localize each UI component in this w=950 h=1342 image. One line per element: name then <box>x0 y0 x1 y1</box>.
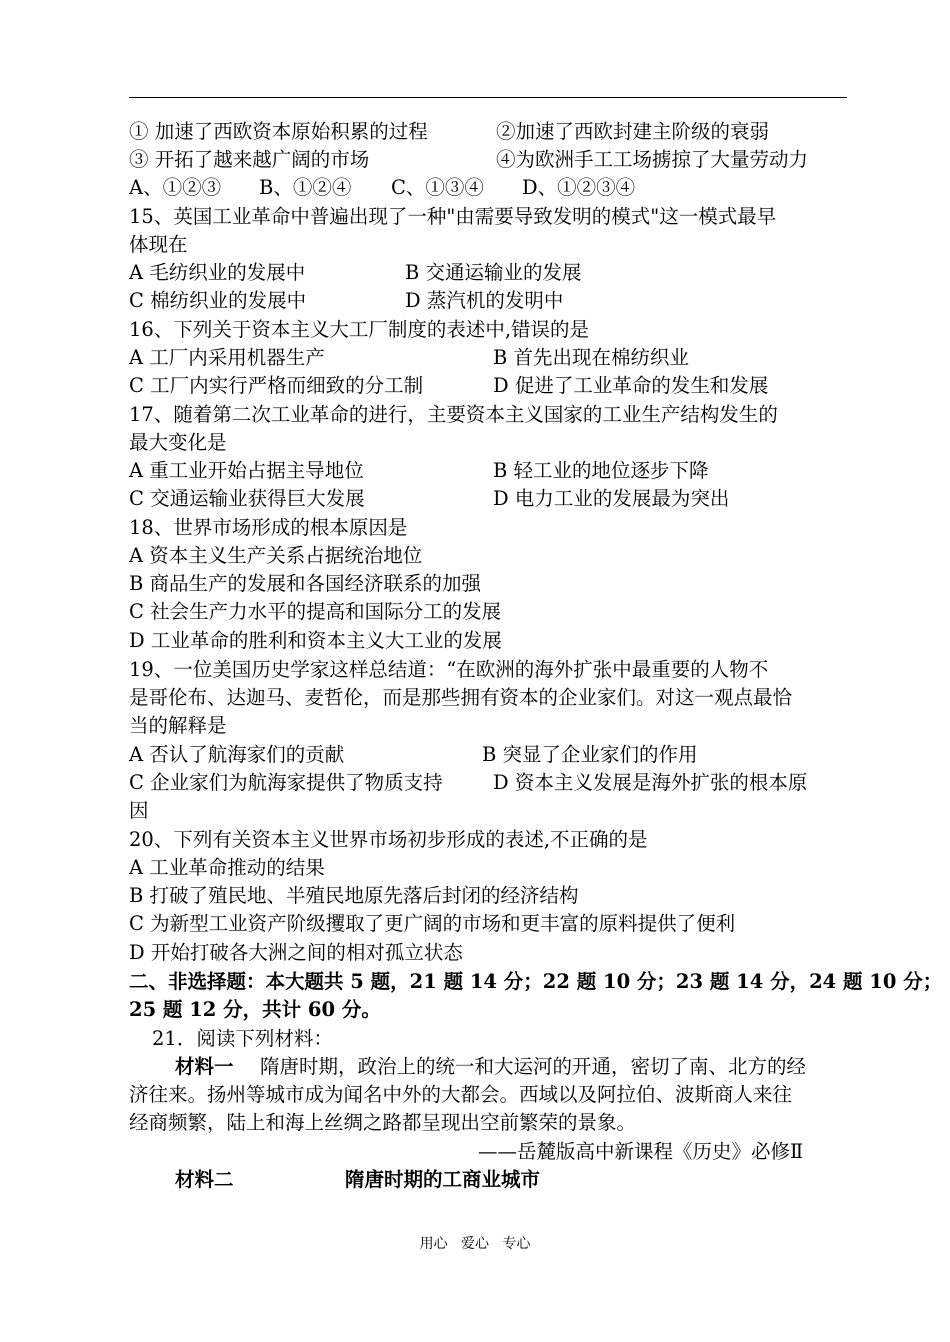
q16-stem: 16、下列关于资本主义大工厂制度的表述中,错误的是 <box>129 318 590 341</box>
q21-material1-label: 材料一 <box>175 1055 234 1078</box>
section2-heading-line1: 二、非选择题：本大题共 5 题，21 题 14 分；22 题 10 分；23 题 14 分，24 题 10 分； <box>129 970 943 993</box>
q16-option-b: B 首先出现在棉纺织业 <box>493 346 690 369</box>
q20-option-c: C 为新型工业资产阶级攫取了更广阔的市场和更丰富的原料提供了便利 <box>129 912 736 935</box>
q14-choice-b: B、①②④ <box>259 176 352 199</box>
q21-material1-line2: 济往来。扬州等城市成为闻名中外的大都会。西域以及阿拉伯、波斯商人来往 <box>129 1083 793 1106</box>
q17-stem-line2: 最大变化是 <box>129 431 227 454</box>
q17-stem-line1: 17、随着第二次工业革命的进行，主要资本主义国家的工业生产结构发生的 <box>129 403 778 426</box>
q21-material1-line1: 隋唐时期，政治上的统一和大运河的开通，密切了南、北方的经 <box>260 1055 807 1078</box>
q14-choice-a: A、①②③ <box>129 176 222 199</box>
q15-stem-line1: 15、英国工业革命中普遍出现了一种"由需要导致发明的模式"这一模式最早 <box>129 205 777 228</box>
q14-option-2: ②加速了西欧封建主阶级的衰弱 <box>496 120 770 143</box>
q15-option-b: B 交通运输业的发展 <box>405 261 582 284</box>
q19-option-c: C 企业家们为航海家提供了物质支持 <box>129 771 443 794</box>
q20-option-b: B 打破了殖民地、半殖民地原先落后封闭的经济结构 <box>129 884 579 907</box>
q19-stem-line2: 是哥伦布、达迦马、麦哲伦，而是那些拥有资本的企业家们。对这一观点最恰 <box>129 686 793 709</box>
q21-material1-line3: 经商频繁，陆上和海上丝绸之路都呈现出空前繁荣的景象。 <box>129 1111 637 1134</box>
q18-option-d: D 工业革命的胜利和资本主义大工业的发展 <box>129 629 502 652</box>
q21-material2-title: 隋唐时期的工商业城市 <box>345 1168 541 1191</box>
q20-option-a: A 工业革命推动的结果 <box>129 856 325 879</box>
q14-option-3: ③ 开拓了越来越广阔的市场 <box>129 148 370 171</box>
q19-stem-line3: 当的解释是 <box>129 714 227 737</box>
q15-option-d: D 蒸汽机的发明中 <box>405 289 564 312</box>
page-footer: 用心 爱心 专心 <box>419 1236 531 1252</box>
q19-option-d-line1: D 资本主义发展是海外扩张的根本原 <box>493 771 808 794</box>
q14-choice-c: C、①③④ <box>391 176 484 199</box>
q18-option-c: C 社会生产力水平的提高和国际分工的发展 <box>129 600 502 623</box>
q15-option-c: C 棉纺织业的发展中 <box>129 289 307 312</box>
q20-stem: 20、下列有关资本主义世界市场初步形成的表述,不正确的是 <box>129 828 648 851</box>
q18-stem: 18、世界市场形成的根本原因是 <box>129 516 408 539</box>
q19-option-a: A 否认了航海家们的贡献 <box>129 743 345 766</box>
q18-option-b: B 商品生产的发展和各国经济联系的加强 <box>129 572 482 595</box>
header-rule <box>129 97 847 98</box>
q14-choice-d: D、①②③④ <box>522 176 636 199</box>
q19-stem-line1: 19、一位美国历史学家这样总结道：“在欧洲的海外扩张中最重要的人物不 <box>129 658 769 681</box>
q16-option-a: A 工厂内采用机器生产 <box>129 346 325 369</box>
q14-option-4: ④为欧洲手工工场掳掠了大量劳动力 <box>496 148 809 171</box>
q17-option-c: C 交通运输业获得巨大发展 <box>129 487 365 510</box>
q17-option-d: D 电力工业的发展最为突出 <box>493 487 730 510</box>
q15-option-a: A 毛纺织业的发展中 <box>129 261 306 284</box>
q16-option-c: C 工厂内实行严格而细致的分工制 <box>129 374 424 397</box>
q21-stem: 21．阅读下列材料： <box>152 1027 333 1050</box>
q17-option-a: A 重工业开始占据主导地位 <box>129 459 364 482</box>
q21-material2-label: 材料二 <box>175 1168 234 1191</box>
q15-stem-line2: 体现在 <box>129 233 188 256</box>
section2-heading-line2: 25 题 12 分，共计 60 分。 <box>129 998 381 1021</box>
q20-option-d: D 开始打破各大洲之间的相对孤立状态 <box>129 941 463 964</box>
q14-option-1: ① 加速了西欧资本原始积累的过程 <box>129 120 428 143</box>
q16-option-d: D 促进了工业革命的发生和发展 <box>493 374 769 397</box>
q19-option-b: B 突显了企业家们的作用 <box>482 743 698 766</box>
q17-option-b: B 轻工业的地位逐步下降 <box>493 459 709 482</box>
q18-option-a: A 资本主义生产关系占据统治地位 <box>129 544 423 567</box>
q19-option-d-line2: 因 <box>129 799 149 822</box>
q21-material1-source: ——岳麓版高中新课程《历史》必修Ⅱ <box>478 1140 804 1163</box>
